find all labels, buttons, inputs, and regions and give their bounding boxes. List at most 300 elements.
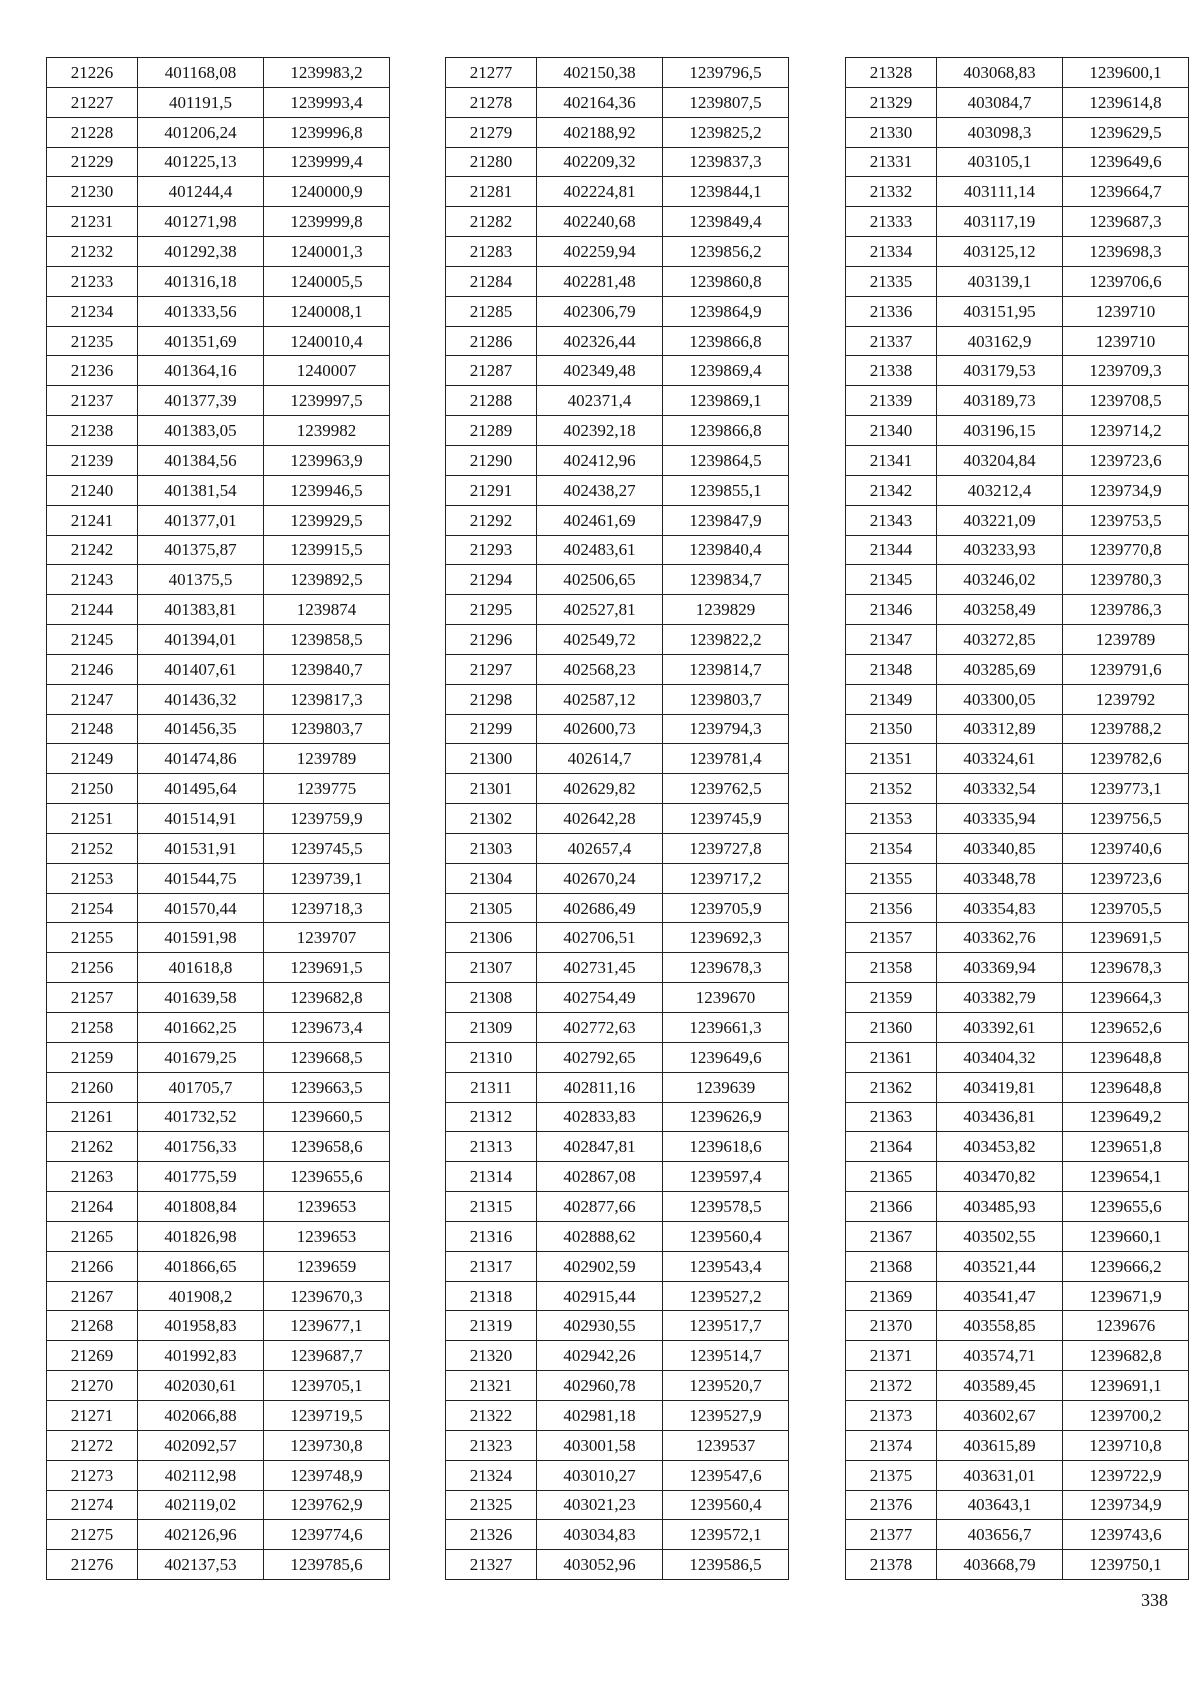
y-coordinate-cell: 1239864,9 — [663, 296, 789, 326]
y-coordinate-cell: 1239671,9 — [1063, 1281, 1189, 1311]
table-row — [846, 1341, 1189, 1371]
table-row — [846, 654, 1189, 684]
y-coordinate-cell: 1240007 — [264, 356, 390, 386]
point-number-cell: 21252 — [47, 833, 138, 863]
x-coordinate-cell: 402188,92 — [537, 117, 663, 147]
table-row — [846, 1490, 1189, 1520]
table-row — [47, 535, 390, 565]
table-row — [846, 1520, 1189, 1550]
y-coordinate-cell: 1239834,7 — [663, 565, 789, 595]
y-coordinate-cell: 1239855,1 — [663, 475, 789, 505]
table-row — [846, 207, 1189, 237]
x-coordinate-cell: 401375,87 — [138, 535, 264, 565]
table-row — [846, 535, 1189, 565]
point-number-cell: 21342 — [846, 475, 937, 505]
table-row — [446, 1371, 789, 1401]
x-coordinate-cell: 401381,54 — [138, 475, 264, 505]
x-coordinate-cell: 402629,82 — [537, 774, 663, 804]
point-number-cell: 21306 — [446, 923, 537, 953]
y-coordinate-cell: 1239782,6 — [1063, 744, 1189, 774]
y-coordinate-cell: 1239789 — [264, 744, 390, 774]
table-row — [846, 684, 1189, 714]
y-coordinate-cell: 1239676 — [1063, 1311, 1189, 1341]
point-number-cell: 21304 — [446, 863, 537, 893]
y-coordinate-cell: 1239655,6 — [1063, 1192, 1189, 1222]
point-number-cell: 21263 — [47, 1162, 138, 1192]
x-coordinate-cell: 402867,08 — [537, 1162, 663, 1192]
y-coordinate-cell: 1239670,3 — [264, 1281, 390, 1311]
point-number-cell: 21295 — [446, 595, 537, 625]
x-coordinate-cell: 401225,13 — [138, 147, 264, 177]
y-coordinate-cell: 1239803,7 — [264, 714, 390, 744]
x-coordinate-cell: 401244,4 — [138, 177, 264, 207]
point-number-cell: 21353 — [846, 804, 937, 834]
point-number-cell: 21250 — [47, 774, 138, 804]
table-row — [47, 595, 390, 625]
point-number-cell: 21266 — [47, 1251, 138, 1281]
point-number-cell: 21337 — [846, 326, 937, 356]
point-number-cell: 21283 — [446, 237, 537, 267]
table-row — [47, 1013, 390, 1043]
x-coordinate-cell: 402888,62 — [537, 1221, 663, 1251]
x-coordinate-cell: 402706,51 — [537, 923, 663, 953]
table-row — [446, 1042, 789, 1072]
y-coordinate-cell: 1239653 — [264, 1221, 390, 1251]
y-coordinate-cell: 1239648,8 — [1063, 1072, 1189, 1102]
table-row — [846, 1400, 1189, 1430]
table-row — [446, 87, 789, 117]
x-coordinate-cell: 403098,3 — [937, 117, 1063, 147]
y-coordinate-cell: 1239837,3 — [663, 147, 789, 177]
y-coordinate-cell: 1239762,5 — [663, 774, 789, 804]
y-coordinate-cell: 1239668,5 — [264, 1042, 390, 1072]
table-row — [446, 147, 789, 177]
y-coordinate-cell: 1239618,6 — [663, 1132, 789, 1162]
y-coordinate-cell: 1239677,1 — [264, 1311, 390, 1341]
x-coordinate-cell: 401544,75 — [138, 863, 264, 893]
y-coordinate-cell: 1239614,8 — [1063, 87, 1189, 117]
point-number-cell: 21292 — [446, 505, 537, 535]
table-row — [47, 983, 390, 1013]
x-coordinate-cell: 402461,69 — [537, 505, 663, 535]
y-coordinate-cell: 1239825,2 — [663, 117, 789, 147]
point-number-cell: 21327 — [446, 1550, 537, 1580]
y-coordinate-cell: 1239996,8 — [264, 117, 390, 147]
table-row — [446, 326, 789, 356]
table-row — [446, 1311, 789, 1341]
point-number-cell: 21251 — [47, 804, 138, 834]
table-row — [446, 416, 789, 446]
point-number-cell: 21344 — [846, 535, 937, 565]
x-coordinate-cell: 403589,45 — [937, 1371, 1063, 1401]
x-coordinate-cell: 402930,55 — [537, 1311, 663, 1341]
y-coordinate-cell: 1239786,3 — [1063, 595, 1189, 625]
x-coordinate-cell: 402326,44 — [537, 326, 663, 356]
x-coordinate-cell: 402657,4 — [537, 833, 663, 863]
y-coordinate-cell: 1239687,3 — [1063, 207, 1189, 237]
point-number-cell: 21241 — [47, 505, 138, 535]
point-number-cell: 21285 — [446, 296, 537, 326]
table-row — [446, 1221, 789, 1251]
point-number-cell: 21350 — [846, 714, 937, 744]
x-coordinate-cell: 403312,89 — [937, 714, 1063, 744]
table-row — [846, 595, 1189, 625]
y-coordinate-cell: 1239527,2 — [663, 1281, 789, 1311]
y-coordinate-cell: 1239655,6 — [264, 1162, 390, 1192]
x-coordinate-cell: 402371,4 — [537, 386, 663, 416]
table-row — [47, 625, 390, 655]
x-coordinate-cell: 402240,68 — [537, 207, 663, 237]
y-coordinate-cell: 1239707 — [264, 923, 390, 953]
x-coordinate-cell: 401639,58 — [138, 983, 264, 1013]
x-coordinate-cell: 403068,83 — [937, 58, 1063, 88]
point-number-cell: 21284 — [446, 266, 537, 296]
table-row — [446, 266, 789, 296]
table-row — [446, 625, 789, 655]
table-row — [446, 1520, 789, 1550]
y-coordinate-cell: 1239547,6 — [663, 1460, 789, 1490]
table-row — [446, 774, 789, 804]
x-coordinate-cell: 403001,58 — [537, 1430, 663, 1460]
table-row — [446, 1460, 789, 1490]
y-coordinate-cell: 1239722,9 — [1063, 1460, 1189, 1490]
x-coordinate-cell: 403340,85 — [937, 833, 1063, 863]
table-row — [446, 1490, 789, 1520]
x-coordinate-cell: 401377,01 — [138, 505, 264, 535]
y-coordinate-cell: 1239572,1 — [663, 1520, 789, 1550]
y-coordinate-cell: 1239705,5 — [1063, 893, 1189, 923]
point-number-cell: 21336 — [846, 296, 937, 326]
y-coordinate-cell: 1239543,4 — [663, 1251, 789, 1281]
point-number-cell: 21339 — [846, 386, 937, 416]
coordinate-table-3-body — [846, 58, 1189, 1580]
table-row — [446, 953, 789, 983]
point-number-cell: 21308 — [446, 983, 537, 1013]
y-coordinate-cell: 1239649,6 — [1063, 147, 1189, 177]
table-row — [846, 1371, 1189, 1401]
point-number-cell: 21276 — [47, 1550, 138, 1580]
y-coordinate-cell: 1239840,4 — [663, 535, 789, 565]
point-number-cell: 21301 — [446, 774, 537, 804]
y-coordinate-cell: 1239817,3 — [264, 684, 390, 714]
x-coordinate-cell: 401383,05 — [138, 416, 264, 446]
point-number-cell: 21316 — [446, 1221, 537, 1251]
y-coordinate-cell: 1239648,8 — [1063, 1042, 1189, 1072]
y-coordinate-cell: 1239775 — [264, 774, 390, 804]
point-number-cell: 21289 — [446, 416, 537, 446]
x-coordinate-cell: 402137,53 — [138, 1550, 264, 1580]
y-coordinate-cell: 1239651,8 — [1063, 1132, 1189, 1162]
y-coordinate-cell: 1239691,1 — [1063, 1371, 1189, 1401]
x-coordinate-cell: 402915,44 — [537, 1281, 663, 1311]
x-coordinate-cell: 402877,66 — [537, 1192, 663, 1222]
y-coordinate-cell: 1239866,8 — [663, 416, 789, 446]
table-row — [446, 1550, 789, 1580]
y-coordinate-cell: 1239597,4 — [663, 1162, 789, 1192]
table-row — [846, 326, 1189, 356]
x-coordinate-cell: 403324,61 — [937, 744, 1063, 774]
point-number-cell: 21303 — [446, 833, 537, 863]
point-number-cell: 21358 — [846, 953, 937, 983]
table-row — [846, 953, 1189, 983]
x-coordinate-cell: 403117,19 — [937, 207, 1063, 237]
point-number-cell: 21330 — [846, 117, 937, 147]
table-row — [446, 475, 789, 505]
point-number-cell: 21334 — [846, 237, 937, 267]
x-coordinate-cell: 402902,59 — [537, 1251, 663, 1281]
coordinate-table-1 — [46, 57, 390, 1580]
x-coordinate-cell: 402642,28 — [537, 804, 663, 834]
y-coordinate-cell: 1239789 — [1063, 625, 1189, 655]
point-number-cell: 21257 — [47, 983, 138, 1013]
table-row — [446, 1102, 789, 1132]
x-coordinate-cell: 402112,98 — [138, 1460, 264, 1490]
x-coordinate-cell: 402792,65 — [537, 1042, 663, 1072]
x-coordinate-cell: 403470,82 — [937, 1162, 1063, 1192]
table-row — [47, 1341, 390, 1371]
table-row — [846, 1311, 1189, 1341]
point-number-cell: 21261 — [47, 1102, 138, 1132]
y-coordinate-cell: 1239892,5 — [264, 565, 390, 595]
x-coordinate-cell: 401383,81 — [138, 595, 264, 625]
point-number-cell: 21234 — [47, 296, 138, 326]
point-number-cell: 21348 — [846, 654, 937, 684]
point-number-cell: 21268 — [47, 1311, 138, 1341]
point-number-cell: 21255 — [47, 923, 138, 953]
y-coordinate-cell: 1239578,5 — [663, 1192, 789, 1222]
point-number-cell: 21293 — [446, 535, 537, 565]
table-row — [446, 1341, 789, 1371]
x-coordinate-cell: 402392,18 — [537, 416, 663, 446]
x-coordinate-cell: 401191,5 — [138, 87, 264, 117]
y-coordinate-cell: 1239723,6 — [1063, 445, 1189, 475]
point-number-cell: 21297 — [446, 654, 537, 684]
y-coordinate-cell: 1239537 — [663, 1430, 789, 1460]
y-coordinate-cell: 1239869,4 — [663, 356, 789, 386]
point-number-cell: 21326 — [446, 1520, 537, 1550]
x-coordinate-cell: 401679,25 — [138, 1042, 264, 1072]
x-coordinate-cell: 402164,36 — [537, 87, 663, 117]
y-coordinate-cell: 1239730,8 — [264, 1430, 390, 1460]
y-coordinate-cell: 1239748,9 — [264, 1460, 390, 1490]
x-coordinate-cell: 403052,96 — [537, 1550, 663, 1580]
x-coordinate-cell: 401456,35 — [138, 714, 264, 744]
y-coordinate-cell: 1239860,8 — [663, 266, 789, 296]
table-row — [446, 684, 789, 714]
table-row — [47, 774, 390, 804]
y-coordinate-cell: 1239723,6 — [1063, 863, 1189, 893]
table-row — [47, 296, 390, 326]
x-coordinate-cell: 403354,83 — [937, 893, 1063, 923]
table-row — [47, 565, 390, 595]
table-row — [47, 654, 390, 684]
x-coordinate-cell: 401866,65 — [138, 1251, 264, 1281]
point-number-cell: 21359 — [846, 983, 937, 1013]
y-coordinate-cell: 1239983,2 — [264, 58, 390, 88]
point-number-cell: 21274 — [47, 1490, 138, 1520]
y-coordinate-cell: 1239652,6 — [1063, 1013, 1189, 1043]
point-number-cell: 21374 — [846, 1430, 937, 1460]
point-number-cell: 21280 — [446, 147, 537, 177]
x-coordinate-cell: 403111,14 — [937, 177, 1063, 207]
point-number-cell: 21372 — [846, 1371, 937, 1401]
point-number-cell: 21265 — [47, 1221, 138, 1251]
y-coordinate-cell: 1239670 — [663, 983, 789, 1013]
table-row — [846, 893, 1189, 923]
table-row — [47, 356, 390, 386]
point-number-cell: 21321 — [446, 1371, 537, 1401]
x-coordinate-cell: 401168,08 — [138, 58, 264, 88]
table-row — [846, 1192, 1189, 1222]
point-number-cell: 21319 — [446, 1311, 537, 1341]
point-number-cell: 21368 — [846, 1251, 937, 1281]
point-number-cell: 21320 — [446, 1341, 537, 1371]
x-coordinate-cell: 401292,38 — [138, 237, 264, 267]
y-coordinate-cell: 1239822,2 — [663, 625, 789, 655]
point-number-cell: 21247 — [47, 684, 138, 714]
point-number-cell: 21254 — [47, 893, 138, 923]
point-number-cell: 21290 — [446, 445, 537, 475]
point-number-cell: 21245 — [47, 625, 138, 655]
y-coordinate-cell: 1239710 — [1063, 296, 1189, 326]
x-coordinate-cell: 403369,94 — [937, 953, 1063, 983]
x-coordinate-cell: 401992,83 — [138, 1341, 264, 1371]
x-coordinate-cell: 403034,83 — [537, 1520, 663, 1550]
y-coordinate-cell: 1239946,5 — [264, 475, 390, 505]
table-row — [47, 833, 390, 863]
point-number-cell: 21361 — [846, 1042, 937, 1072]
table-row — [846, 1460, 1189, 1490]
y-coordinate-cell: 1239829 — [663, 595, 789, 625]
table-row — [846, 475, 1189, 505]
table-row — [446, 117, 789, 147]
table-row — [446, 1013, 789, 1043]
y-coordinate-cell: 1239678,3 — [663, 953, 789, 983]
x-coordinate-cell: 403404,32 — [937, 1042, 1063, 1072]
x-coordinate-cell: 401271,98 — [138, 207, 264, 237]
x-coordinate-cell: 401474,86 — [138, 744, 264, 774]
x-coordinate-cell: 401570,44 — [138, 893, 264, 923]
table-row — [846, 505, 1189, 535]
y-coordinate-cell: 1239691,5 — [264, 953, 390, 983]
y-coordinate-cell: 1239807,5 — [663, 87, 789, 117]
y-coordinate-cell: 1239705,9 — [663, 893, 789, 923]
point-number-cell: 21253 — [47, 863, 138, 893]
table-row — [446, 296, 789, 326]
y-coordinate-cell: 1240000,9 — [264, 177, 390, 207]
x-coordinate-cell: 403212,4 — [937, 475, 1063, 505]
table-row — [446, 565, 789, 595]
x-coordinate-cell: 402527,81 — [537, 595, 663, 625]
coordinate-table-1-body — [47, 58, 390, 1580]
y-coordinate-cell: 1239719,5 — [264, 1400, 390, 1430]
x-coordinate-cell: 401775,59 — [138, 1162, 264, 1192]
x-coordinate-cell: 403436,81 — [937, 1102, 1063, 1132]
y-coordinate-cell: 1239796,5 — [663, 58, 789, 88]
point-number-cell: 21275 — [47, 1520, 138, 1550]
point-number-cell: 21229 — [47, 147, 138, 177]
y-coordinate-cell: 1239794,3 — [663, 714, 789, 744]
table-row — [846, 147, 1189, 177]
coordinate-table-2 — [445, 57, 789, 1580]
x-coordinate-cell: 402066,88 — [138, 1400, 264, 1430]
table-row — [846, 774, 1189, 804]
table-row — [846, 1221, 1189, 1251]
x-coordinate-cell: 401384,56 — [138, 445, 264, 475]
table-row — [446, 356, 789, 386]
point-number-cell: 21364 — [846, 1132, 937, 1162]
x-coordinate-cell: 403362,76 — [937, 923, 1063, 953]
point-number-cell: 21228 — [47, 117, 138, 147]
table-row — [846, 1430, 1189, 1460]
y-coordinate-cell: 1239661,3 — [663, 1013, 789, 1043]
x-coordinate-cell: 401316,18 — [138, 266, 264, 296]
table-row — [846, 625, 1189, 655]
x-coordinate-cell: 401732,52 — [138, 1102, 264, 1132]
table-row — [47, 237, 390, 267]
point-number-cell: 21355 — [846, 863, 937, 893]
table-row — [47, 953, 390, 983]
x-coordinate-cell: 403419,81 — [937, 1072, 1063, 1102]
point-number-cell: 21294 — [446, 565, 537, 595]
y-coordinate-cell: 1239649,2 — [1063, 1102, 1189, 1132]
y-coordinate-cell: 1239814,7 — [663, 654, 789, 684]
table-row — [47, 893, 390, 923]
y-coordinate-cell: 1239745,9 — [663, 804, 789, 834]
y-coordinate-cell: 1239527,9 — [663, 1400, 789, 1430]
y-coordinate-cell: 1240008,1 — [264, 296, 390, 326]
table-row — [47, 147, 390, 177]
table-row — [47, 1371, 390, 1401]
y-coordinate-cell: 1239915,5 — [264, 535, 390, 565]
point-number-cell: 21349 — [846, 684, 937, 714]
point-number-cell: 21299 — [446, 714, 537, 744]
table-row — [47, 1430, 390, 1460]
x-coordinate-cell: 401407,61 — [138, 654, 264, 684]
y-coordinate-cell: 1239682,8 — [1063, 1341, 1189, 1371]
table-row — [846, 804, 1189, 834]
y-coordinate-cell: 1239700,2 — [1063, 1400, 1189, 1430]
x-coordinate-cell: 401394,01 — [138, 625, 264, 655]
point-number-cell: 21323 — [446, 1430, 537, 1460]
point-number-cell: 21281 — [446, 177, 537, 207]
y-coordinate-cell: 1239750,1 — [1063, 1550, 1189, 1580]
x-coordinate-cell: 402483,61 — [537, 535, 663, 565]
x-coordinate-cell: 402209,32 — [537, 147, 663, 177]
x-coordinate-cell: 401206,24 — [138, 117, 264, 147]
table-row — [47, 1072, 390, 1102]
x-coordinate-cell: 403615,89 — [937, 1430, 1063, 1460]
table-row — [47, 1132, 390, 1162]
point-number-cell: 21335 — [846, 266, 937, 296]
table-row — [846, 445, 1189, 475]
x-coordinate-cell: 403485,93 — [937, 1192, 1063, 1222]
y-coordinate-cell: 1239514,7 — [663, 1341, 789, 1371]
x-coordinate-cell: 402549,72 — [537, 625, 663, 655]
y-coordinate-cell: 1239840,7 — [264, 654, 390, 684]
x-coordinate-cell: 402126,96 — [138, 1520, 264, 1550]
table-row — [47, 58, 390, 88]
x-coordinate-cell: 403125,12 — [937, 237, 1063, 267]
y-coordinate-cell: 1239520,7 — [663, 1371, 789, 1401]
table-row — [47, 1490, 390, 1520]
point-number-cell: 21345 — [846, 565, 937, 595]
y-coordinate-cell: 1239788,2 — [1063, 714, 1189, 744]
y-coordinate-cell: 1239997,5 — [264, 386, 390, 416]
y-coordinate-cell: 1239718,3 — [264, 893, 390, 923]
point-number-cell: 21236 — [47, 356, 138, 386]
point-number-cell: 21375 — [846, 1460, 937, 1490]
